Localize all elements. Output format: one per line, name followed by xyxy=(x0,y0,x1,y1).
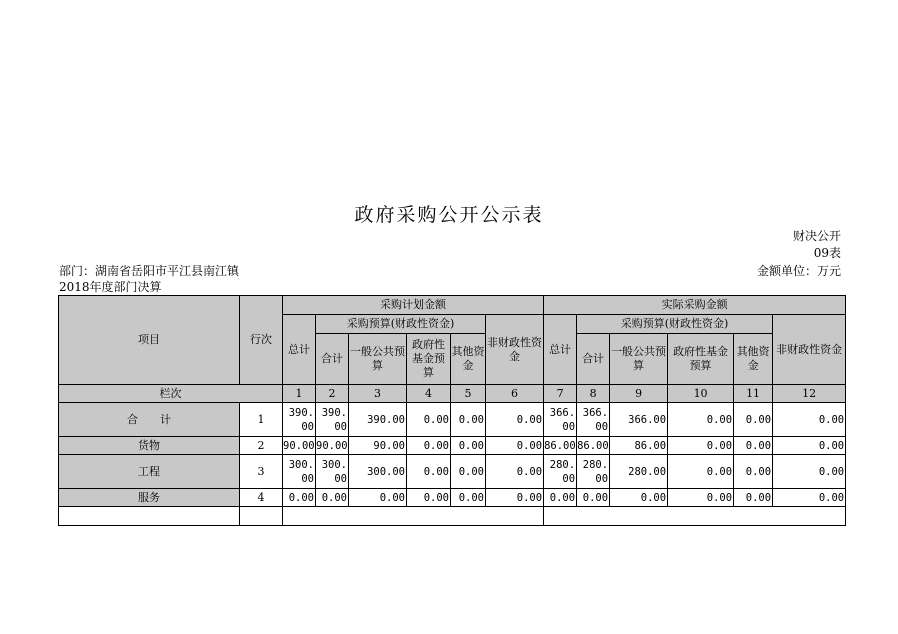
header-plan-non-fiscal: 非财政性资金 xyxy=(486,315,544,385)
column-number: 10 xyxy=(668,385,734,403)
cell-value: 366.00 xyxy=(610,403,668,437)
procurement-table xyxy=(58,295,846,526)
table-row-empty xyxy=(59,507,846,526)
column-number: 6 xyxy=(486,385,544,403)
cell-value: 0.00 xyxy=(451,455,486,489)
cell-value: 366.00 xyxy=(544,403,577,437)
cell-value: 86.00 xyxy=(610,437,668,455)
cell-value: 390.00 xyxy=(349,403,407,437)
empty-cell xyxy=(544,507,846,526)
cell-value: 0.00 xyxy=(610,489,668,507)
cell-value: 0.00 xyxy=(283,489,316,507)
cell-value: 0.00 xyxy=(734,489,773,507)
cell-value: 0.00 xyxy=(486,489,544,507)
cell-value: 0.00 xyxy=(668,489,734,507)
empty-cell xyxy=(283,507,544,526)
table-row-goods xyxy=(59,437,846,455)
cell-value: 0.00 xyxy=(451,437,486,455)
cell-value: 90.00 xyxy=(316,437,349,455)
empty-cell xyxy=(240,507,283,526)
cell-value: 280.00 xyxy=(544,455,577,489)
column-number: 1 xyxy=(283,385,316,403)
cell-value: 86.00 xyxy=(577,437,610,455)
row-line: 4 xyxy=(240,489,283,507)
cell-value: 390.00 xyxy=(316,403,349,437)
header-row-1 xyxy=(59,296,846,315)
header-item: 项目 xyxy=(59,296,240,385)
table-row-services xyxy=(59,489,846,507)
row-item: 服务 xyxy=(59,489,240,507)
cell-value: 0.00 xyxy=(407,437,451,455)
column-number-row xyxy=(59,385,846,403)
empty-cell xyxy=(59,507,240,526)
column-number: 5 xyxy=(451,385,486,403)
header-plan-total: 总计 xyxy=(283,315,316,385)
department-label: 部门：湖南省岳阳市平江县南江镇2018年度部门决算 xyxy=(59,264,240,294)
row-line: 2 xyxy=(240,437,283,455)
header-actual-subtotal: 合计 xyxy=(577,334,610,385)
cell-value: 0.00 xyxy=(734,437,773,455)
cell-value: 90.00 xyxy=(349,437,407,455)
cell-value: 0.00 xyxy=(734,455,773,489)
cell-value: 0.00 xyxy=(577,489,610,507)
table-row-total xyxy=(59,403,846,437)
page-title: 政府采购公开公示表 xyxy=(354,204,544,226)
cell-value: 0.00 xyxy=(734,403,773,437)
cell-value: 280.00 xyxy=(610,455,668,489)
header-plan-other: 其他资金 xyxy=(451,334,486,385)
row-item xyxy=(59,403,240,437)
cell-value: 0.00 xyxy=(773,403,846,437)
cell-value: 0.00 xyxy=(668,403,734,437)
header-actual-group: 实际采购金额 xyxy=(544,296,846,315)
row-line: 1 xyxy=(240,403,283,437)
column-number: 11 xyxy=(734,385,773,403)
cell-value: 300.00 xyxy=(316,455,349,489)
cell-value: 0.00 xyxy=(773,489,846,507)
header-plan-gov-fund: 政府性基金预算 xyxy=(407,334,451,385)
cell-value: 0.00 xyxy=(486,403,544,437)
column-number: 8 xyxy=(577,385,610,403)
cell-value: 0.00 xyxy=(407,489,451,507)
cell-value: 300.00 xyxy=(283,455,316,489)
header-plan-budget-group: 采购预算(财政性资金) xyxy=(316,315,486,334)
cell-value: 0.00 xyxy=(451,403,486,437)
header-actual-budget-group: 采购预算(财政性资金) xyxy=(577,315,773,334)
header-plan-group: 采购计划金额 xyxy=(283,296,544,315)
header-plan-subtotal: 合计 xyxy=(316,334,349,385)
cell-value: 0.00 xyxy=(407,455,451,489)
cell-value: 0.00 xyxy=(544,489,577,507)
header-actual-gov-fund: 政府性基金预算 xyxy=(668,334,734,385)
cell-value: 280.00 xyxy=(577,455,610,489)
cell-value: 0.00 xyxy=(668,455,734,489)
row-item: 工程 xyxy=(59,455,240,489)
table-code: 财决公开09表 xyxy=(792,229,841,260)
column-number: 7 xyxy=(544,385,577,403)
header-line: 行次 xyxy=(240,296,283,385)
cell-value: 0.00 xyxy=(773,437,846,455)
row-line: 3 xyxy=(240,455,283,489)
cell-value: 0.00 xyxy=(349,489,407,507)
unit-label: 金额单位：万元 xyxy=(756,264,841,278)
cell-value: 90.00 xyxy=(283,437,316,455)
header-plan-general: 一般公共预算 xyxy=(349,334,407,385)
cell-value: 0.00 xyxy=(451,489,486,507)
cell-value: 0.00 xyxy=(407,403,451,437)
row-item-text: 合 计 xyxy=(127,412,171,426)
cell-value: 0.00 xyxy=(316,489,349,507)
header-actual-total: 总计 xyxy=(544,315,577,385)
column-label: 栏次 xyxy=(59,385,283,403)
column-number: 4 xyxy=(407,385,451,403)
header-actual-other: 其他资金 xyxy=(734,334,773,385)
column-number: 12 xyxy=(773,385,846,403)
column-number: 3 xyxy=(349,385,407,403)
cell-value: 366.00 xyxy=(577,403,610,437)
cell-value: 0.00 xyxy=(668,437,734,455)
header-actual-general: 一般公共预算 xyxy=(610,334,668,385)
cell-value: 390.00 xyxy=(283,403,316,437)
table-row-engineering xyxy=(59,455,846,489)
row-item: 货物 xyxy=(59,437,240,455)
column-number: 2 xyxy=(316,385,349,403)
cell-value: 300.00 xyxy=(349,455,407,489)
cell-value: 0.00 xyxy=(773,455,846,489)
header-actual-non-fiscal: 非财政性资金 xyxy=(773,315,846,385)
cell-value: 0.00 xyxy=(486,437,544,455)
cell-value: 0.00 xyxy=(486,455,544,489)
cell-value: 86.00 xyxy=(544,437,577,455)
column-number: 9 xyxy=(610,385,668,403)
